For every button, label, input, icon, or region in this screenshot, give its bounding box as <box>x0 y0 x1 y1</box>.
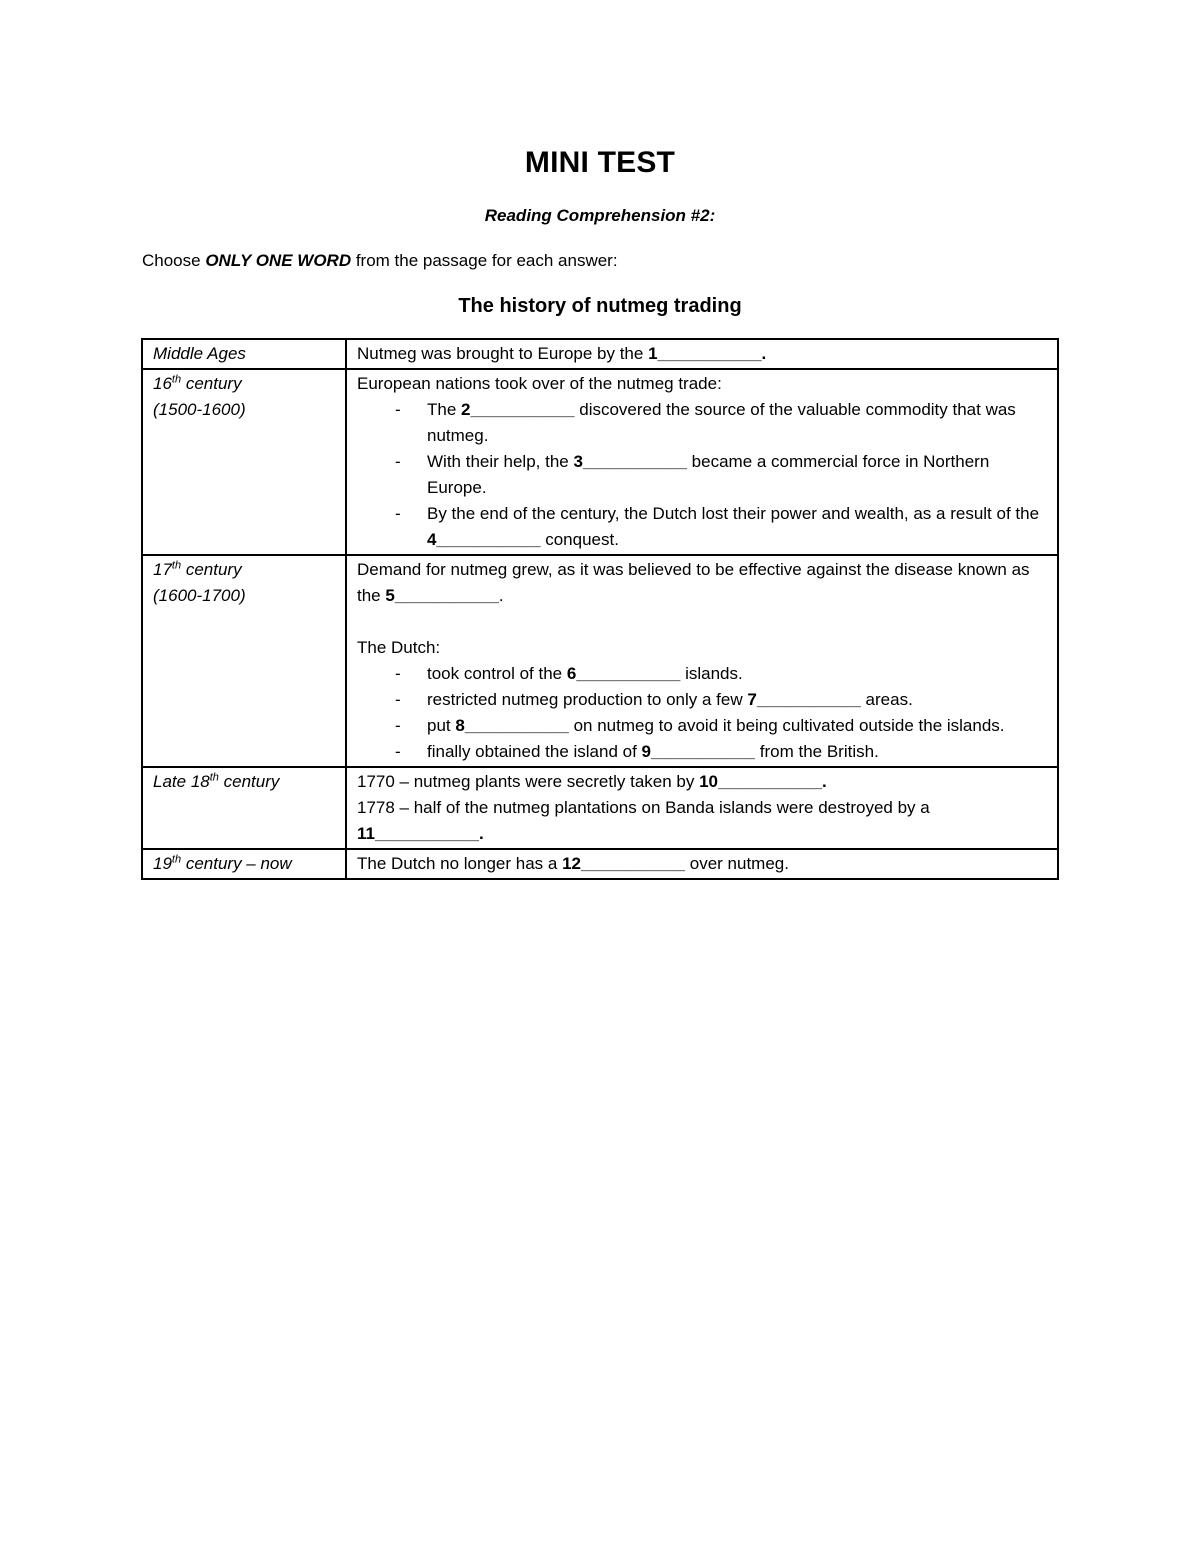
answer-blank[interactable]: ___________ <box>651 742 756 761</box>
question-text: over nutmeg. <box>685 854 789 873</box>
question-number: 11 <box>357 824 375 843</box>
period-cell <box>142 849 346 879</box>
answer-blank[interactable]: ___________ <box>436 530 541 549</box>
page-title: MINI TEST <box>524 146 676 179</box>
question-text: The <box>427 400 462 419</box>
period-rest: century – now <box>181 854 292 873</box>
period-cell <box>142 767 346 849</box>
subtitle: Reading Comprehension #2: <box>484 206 716 225</box>
question-number: 10 <box>699 772 719 791</box>
period-suffix: th <box>171 373 182 386</box>
question-text: from the British. <box>755 742 879 761</box>
period-label: Middle Ages <box>153 344 246 363</box>
content-line <box>357 795 1047 847</box>
question-text: 1778 – half of the nutmeg plantations on Banda islands were destroyed by a <box>357 798 930 817</box>
question-list <box>357 661 1047 765</box>
question-text: finally obtained the island of <box>427 742 642 761</box>
period-label <box>153 769 335 795</box>
content-intro: The Dutch: <box>357 638 441 657</box>
question-text: became a commercial force in Northern Europe. <box>427 452 990 497</box>
question-number: 6 <box>566 664 577 683</box>
question-text: took control of the <box>427 664 567 683</box>
answer-blank[interactable]: ___________ <box>582 452 687 471</box>
list-item <box>427 501 1047 553</box>
section-heading: The history of nutmeg trading <box>458 295 742 317</box>
question-text: 1770 – nutmeg plants were secretly taken by <box>357 772 700 791</box>
table-row <box>142 369 1058 555</box>
content-paragraph <box>357 557 1047 609</box>
question-text: put <box>427 716 456 735</box>
period-suffix: th <box>171 559 182 572</box>
answer-blank[interactable]: ___________ <box>718 772 823 791</box>
question-number: 2 <box>461 400 471 419</box>
table-row <box>142 555 1058 767</box>
instructions <box>142 251 618 271</box>
list-item <box>427 661 1047 687</box>
content-cell <box>346 555 1058 767</box>
instructions-after: from the passage for each answer: <box>351 251 618 270</box>
question-number: 4 <box>427 530 437 549</box>
answer-blank[interactable]: ___________ <box>581 854 686 873</box>
table-row <box>142 339 1058 369</box>
instructions-before: Choose <box>142 251 206 270</box>
instructions-emphasis: ONLY ONE WORD <box>205 251 352 270</box>
question-text: . <box>498 586 504 605</box>
question-text: discovered the source of the valuable commodity that was nutmeg. <box>427 400 1016 445</box>
answer-blank[interactable]: ___________ <box>470 400 575 419</box>
question-list <box>357 397 1047 553</box>
list-item <box>427 449 1047 501</box>
period-cell <box>142 339 346 369</box>
question-text: restricted nutmeg production to only a few <box>427 690 748 709</box>
period-suffix: th <box>171 853 182 866</box>
period-rest: century <box>181 374 242 393</box>
period-ordinal: 18 <box>190 772 210 791</box>
period-ordinal: 16 <box>153 374 172 393</box>
period-range: (1600-1700) <box>153 586 246 605</box>
question-number: 9 <box>641 742 652 761</box>
answer-blank[interactable]: ___________ <box>394 586 499 605</box>
period-cell <box>142 555 346 767</box>
content-cell <box>346 767 1058 849</box>
answer-blank[interactable]: ___________ <box>756 690 861 709</box>
question-number: 5 <box>385 586 395 605</box>
period-cell <box>142 369 346 555</box>
answer-blank[interactable]: ___________ <box>464 716 569 735</box>
question-number: 3 <box>573 452 583 471</box>
content-cell <box>346 369 1058 555</box>
content-cell <box>346 339 1058 369</box>
timeline-table <box>141 338 1059 880</box>
question-end: . <box>761 344 767 363</box>
question-text: Nutmeg was brought to Europe by the <box>357 344 649 363</box>
question-number: 12 <box>562 854 581 873</box>
period-label <box>153 851 335 877</box>
question-text: on nutmeg to avoid it being cultivated outside the islands. <box>568 716 1005 735</box>
period-rest: century <box>218 772 280 791</box>
question-text: Demand for nutmeg grew, as it was believed to be effective against the disease known as the <box>357 560 1030 605</box>
question-number: 8 <box>455 716 465 735</box>
question-text: conquest. <box>540 530 619 549</box>
period-ordinal: 19 <box>153 854 172 873</box>
answer-blank[interactable]: ___________ <box>374 824 479 843</box>
question-end: . <box>479 824 484 843</box>
content-cell <box>346 849 1058 879</box>
content-line <box>357 769 1047 795</box>
list-item <box>427 713 1047 739</box>
answer-blank[interactable]: ___________ <box>576 664 681 683</box>
period-range: (1500-1600) <box>153 400 246 419</box>
period-ordinal: 17 <box>153 560 172 579</box>
question-text: areas. <box>860 690 913 709</box>
answer-blank[interactable]: ___________ <box>657 344 762 363</box>
period-prefix: Late <box>153 772 191 791</box>
question-text: The Dutch no longer has a <box>357 854 563 873</box>
content-intro: European nations took over of the nutmeg trade: <box>357 374 722 393</box>
list-item <box>427 739 1047 765</box>
table-row <box>142 767 1058 849</box>
list-item <box>427 397 1047 449</box>
list-item <box>427 687 1047 713</box>
period-label <box>153 371 335 397</box>
question-number: 7 <box>747 690 757 709</box>
question-number: 1 <box>648 344 658 363</box>
question-end: . <box>822 772 827 791</box>
period-label <box>153 557 335 583</box>
spacer <box>357 609 1047 635</box>
period-rest: century <box>181 560 242 579</box>
question-text: With their help, the <box>427 452 574 471</box>
question-text: By the end of the century, the Dutch lost their power and wealth, as a result of the <box>427 504 1040 523</box>
question-text: islands. <box>680 664 743 683</box>
table-row <box>142 849 1058 879</box>
period-suffix: th <box>209 771 219 784</box>
